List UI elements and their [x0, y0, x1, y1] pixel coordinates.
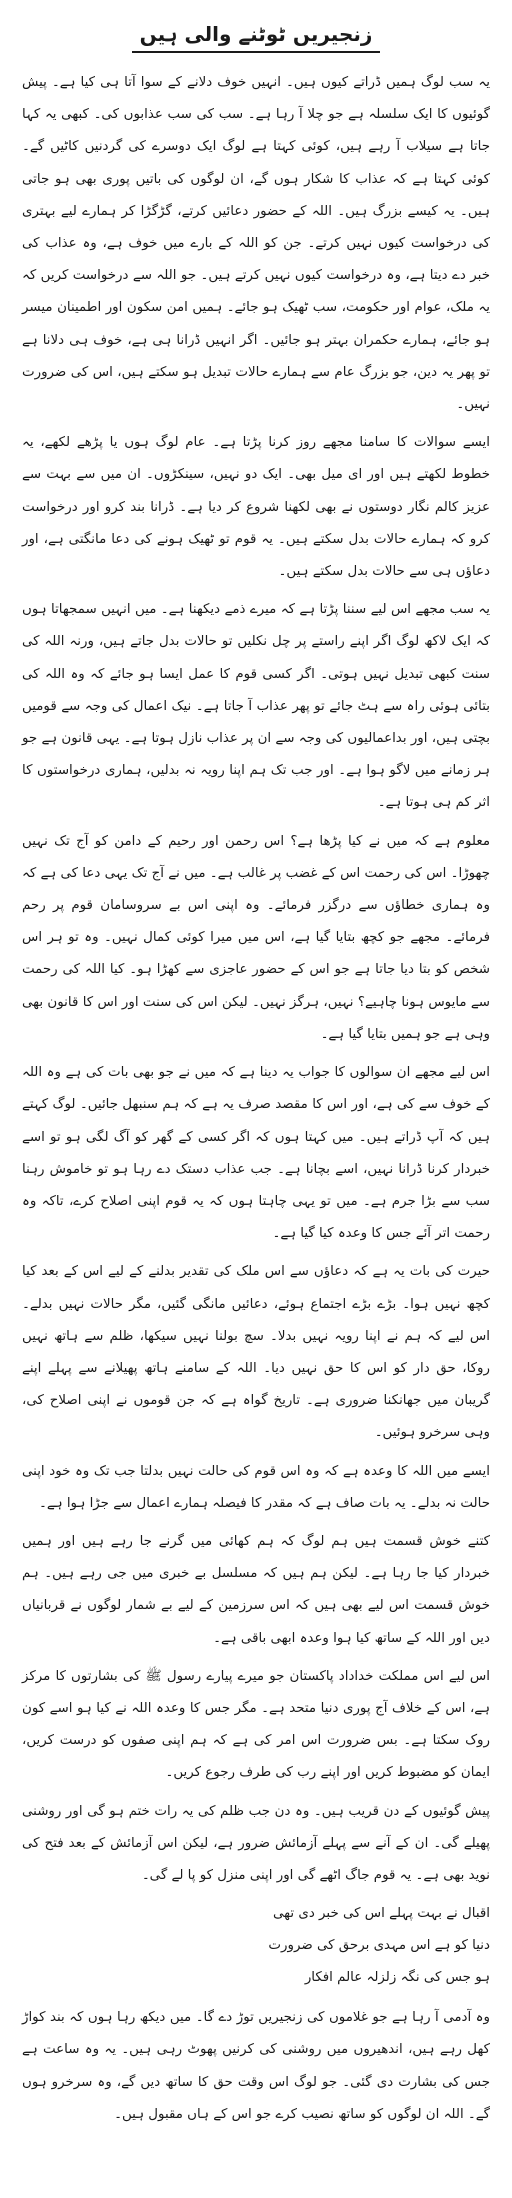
- paragraph-1: یہ سب لوگ ہمیں ڈراتے کیوں ہیں۔ انہیں خوف دلانے کے سوا آتا ہی کیا ہے۔ پیش گوئیوں کا ایک سلسلہ ہے جو چلا آ رہا ہے۔ سب کی سب عذابوں کی۔ کبھی یہ کہا جاتا ہے سیلاب آ رہے ہیں، کوئی کہتا ہے لوگ ایک دوسرے کی گردنیں کاٹیں گے۔ کوئی کہتا ہے کہ عذاب کا شکار ہوں گے، ان لوگوں کی باتیں پوری بھی ہو جاتی ہیں۔ یہ کیسے بزرگ ہیں۔ اللہ کے حضور دعائیں کرتے، گڑگڑا کر ہمارے لیے بہتری کی درخواست کیوں نہیں کرتے۔ جن کو اللہ کے بارے میں خوف ہے، وہ عذاب کی خبر دے دیتا ہے، وہ درخواست کیوں نہیں کرتے ہیں۔ جو اللہ سے درخواست کریں کہ یہ ملک، عوام اور حکومت، سب ٹھیک ہو جائے۔ ہمیں امن سکون اور اطمینان میسر ہو جائے، ہمارے حکمران بہتر ہو جائیں۔ اگر انہیں ڈرانا ہی ہے، خوف ہی دلانا ہے تو پھر یہ دین، جو بزرگ عام سے ہمارے حالات تبدیل ہو سکتے ہیں، اس کی ضرورت نہیں۔: [22, 75, 490, 413]
- poem-line-3: ہو جس کی نگہ زلزلہ عالم افکار: [304, 1970, 490, 1986]
- paragraph-3: یہ سب مجھے اس لیے سننا پڑتا ہے کہ میرے ذمے دیکھنا ہے۔ میں انہیں سمجھاتا ہوں کہ ایک لاکھ لوگ اگر اپنے راستے پر چل نکلیں تو حالات بدل جاتے ہیں، ورنہ اللہ کی سنت کبھی تبدیل نہیں ہوتی۔ اگر کسی قوم کا عمل ایسا ہو جائے کہ وہ اللہ کی بتائی ہوئی راہ سے ہٹ جائے تو پھر عذاب آ جاتا ہے۔ نیک اعمال کی وجہ سے قومیں بچتی ہیں، اور بداعمالیوں کی وجہ سے ان پر عذاب نازل ہوتا ہے۔ یہی قانون ہے جو ہر زمانے میں لاگو ہوا ہے۔ اور جب تک ہم اپنا رویہ نہ بدلیں، ہماری درخواستوں کا اثر کم ہی ہوتا ہے۔: [22, 602, 490, 811]
- paragraph-4: معلوم ہے کہ میں نے کیا پڑھا ہے؟ اس رحمن اور رحیم کے دامن کو آج تک نہیں چھوڑا۔ اس کی رحمت اس کے غضب پر غالب ہے۔ میں نے آج تک یہی دعا کی ہے کہ وہ ہماری خطاؤں سے درگزر فرمائے۔ وہ اپنی اس بے سروسامان قوم پر رحم فرمائے۔ مجھے جو کچھ بتایا گیا ہے، اس میں میرا کوئی کمال نہیں۔ وہ تو ہر اس شخص کو بتا دیا جاتا ہے جو اس کے حضور عاجزی سے کھڑا ہو۔ کیا اللہ کی رحمت سے مایوس ہونا چاہیے؟ نہیں، ہرگز نہیں۔ لیکن اس کی سنت اور اس کا قانون بھی وہی ہے جو ہمیں بتایا گیا ہے۔: [22, 833, 490, 1042]
- poem: [22, 1898, 490, 1994]
- article-title: زنجیریں ٹوٹنے والی ہیں: [132, 22, 381, 53]
- poem-line-2: دنیا کو ہے اس مہدی برحق کی ضرورت: [268, 1938, 490, 1954]
- paragraph-9: اس لیے اس مملکت خداداد پاکستان جو میرے پیارے رسول ﷺ کی بشارتوں کا مرکز ہے، اس کے خلاف آج پوری دنیا متحد ہے۔ مگر جس کا وعدہ اللہ نے کیا ہو اسے کون روک سکتا ہے۔ بس ضرورت اس امر کی ہے کہ ہم اپنی صفوں کو درست کریں، ایمان کو مضبوط کریں اور اپنے رب کی طرف رجوع کریں۔: [22, 1668, 490, 1781]
- poem-line-1: اقبال نے بہت پہلے اس کی خبر دی تھی: [273, 1906, 490, 1922]
- paragraph-7: ایسے میں اللہ کا وعدہ ہے کہ وہ اس قوم کی حالت نہیں بدلتا جب تک وہ خود اپنی حالت نہ بدلے۔ یہ بات صاف ہے کہ مقدر کا فیصلہ ہمارے اعمال سے جڑا ہوا ہے۔: [22, 1463, 490, 1511]
- article-body: [22, 67, 490, 2131]
- paragraph-6: حیرت کی بات یہ ہے کہ دعاؤں سے اس ملک کی تقدیر بدلنے کے لیے اس کے بعد کیا کچھ نہیں ہوا۔ بڑے بڑے اجتماع ہوئے، دعائیں مانگی گئیں، مگر حالات نہیں بدلے۔ اس لیے کہ ہم نے اپنا رویہ نہیں بدلا۔ سچ بولنا نہیں سیکھا، ظلم سے ہاتھ نہیں روکا، حق دار کو اس کا حق نہیں دیا۔ اللہ کے سامنے ہاتھ پھیلانے سے پہلے اپنے گریبان میں جھانکنا ضروری ہے۔ تاریخ گواہ ہے کہ جن قوموں نے اپنی اصلاح کی، وہی سرخرو ہوئیں۔: [22, 1264, 490, 1441]
- closing-paragraph: وہ آدمی آ رہا ہے جو غلاموں کی زنجیریں توڑ دے گا۔ میں دیکھ رہا ہوں کہ بند کواڑ کھل رہے ہیں، اندھیروں میں روشنی کی کرنیں پھوٹ رہی ہیں۔ یہ وہ ساعت ہے جس کی بشارت دی گئی۔ جو لوگ اس وقت حق کا ساتھ دیں گے، وہ سرخرو ہوں گے۔ اللہ ان لوگوں کو ساتھ نصیب کرے جو اس کے ہاں مقبول ہیں۔: [22, 2010, 490, 2122]
- paragraph-8: کتنے خوش قسمت ہیں ہم لوگ کہ ہم کھائی میں گرنے جا رہے ہیں اور ہمیں خبردار کیا جا رہا ہے۔ لیکن ہم ہیں کہ مسلسل بے خبری میں جی رہے ہیں۔ ہم خوش قسمت اس لیے بھی ہیں کہ اس سرزمین کے لیے بے شمار لوگوں نے قربانیاں دیں اور اللہ کے ساتھ کیا ہوا وعدہ ابھی باقی ہے۔: [22, 1533, 490, 1646]
- paragraph-2: ایسے سوالات کا سامنا مجھے روز کرنا پڑتا ہے۔ عام لوگ ہوں یا پڑھے لکھے، یہ خطوط لکھتے ہیں اور ای میل بھی۔ ایک دو نہیں، سینکڑوں۔ ان میں سے بہت سے عزیز کالم نگار دوستوں نے بھی لکھنا شروع کر دیا ہے۔ ڈرانا بند کرو اور درخواست کرو کہ ہمارے حالات بدل سکتے ہیں۔ یہ قوم تو ٹھیک ہونے کی دعا مانگتی ہے، اور دعاؤں ہی سے حالات بدل سکتے ہیں۔: [22, 435, 490, 580]
- title-wrap: [22, 22, 490, 53]
- paragraph-10: پیش گوئیوں کے دن قریب ہیں۔ وہ دن جب ظلم کی یہ رات ختم ہو گی اور روشنی پھیلے گی۔ ان کے آنے سے پہلے آزمائش ضرور ہے، لیکن اس آزمائش کے بعد فتح کی نوید بھی ہے۔ یہ قوم جاگ اٹھے گی اور اپنی منزل کو پا لے گی۔: [22, 1803, 490, 1883]
- paragraph-5: اس لیے مجھے ان سوالوں کا جواب یہ دینا ہے کہ میں نے جو بھی بات کی ہے وہ اللہ کے خوف سے کی ہے، اور اس کا مقصد صرف یہ ہے کہ ہم سنبھل جائیں۔ لوگ کہتے ہیں کہ آپ ڈراتے ہیں۔ میں کہتا ہوں کہ اگر کسی کے گھر کو آگ لگی ہو تو اسے خبردار کرنا ڈرانا نہیں، اسے بچانا ہے۔ جب عذاب دستک دے رہا ہو تو خاموش رہنا سب سے بڑا جرم ہے۔ میں تو یہی چاہتا ہوں کہ یہ قوم اپنی اصلاح کرے، تاکہ وہ رحمت اتر آئے جس کا وعدہ کیا گیا ہے۔: [22, 1065, 490, 1242]
